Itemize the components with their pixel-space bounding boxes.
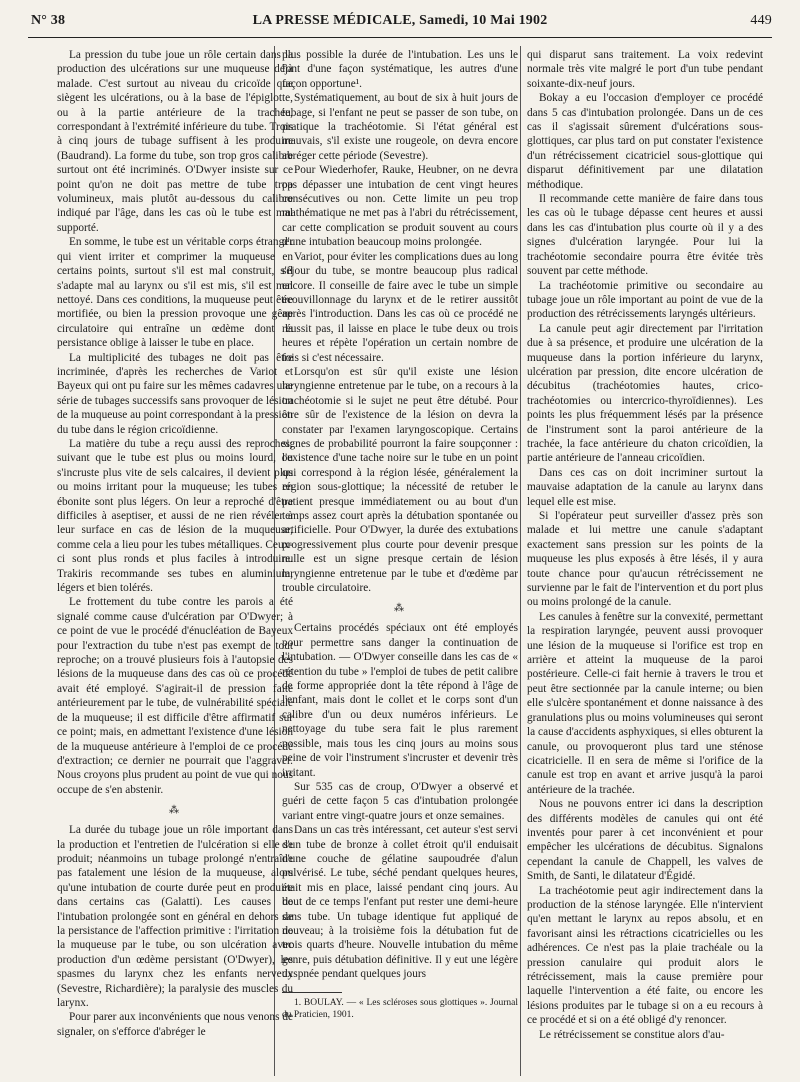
paragraph: En somme, le tube est un véritable corps étranger qui vient irriter et comprimer la muqueuse en certains points, surtout s'il est mal construit, s'il s'adapte mal au larynx ou s'il est mis, s'il est mal nettoyé. Dans ces conditions, la muqueuse peut être mortifiée, ou bien la pression provoque une gêne circulatoire qui entraîne un œdème dont la persistance oblige à laisser le tube en place. <box>57 236 293 350</box>
paragraph: Le frottement du tube contre les parois a été signalé comme cause d'ulcération par O'Dwyer; à ce point de vue le procédé d'énucléation de Bayeux pour l'extraction du tube n'est pas exempt de tout reproche; on a trouvé plusieurs fois à l'autopsie des lésions de la muqueuse dans des cas où ce procédé avait été employé. S'agirait-il de pression faite antérieurement par le tube, de vulnérabilité spéciale de la muqueuse; il est difficile d'être affirmatif sur ce point; mais, en admettant l'existence d'une lésion de la muqueuse antérieure à l'emploi de ce procédé d'extraction; ce dernier ne pourrait que l'aggraver. Nous croyons plus prudent au point de vue qui nous occupe de s'en abstenir. <box>57 596 293 796</box>
text-column-1 <box>57 48 293 1076</box>
paragraph: Dans un cas très intéressant, cet auteur s'est servi d'un tube de bronze à collet étroit qu'il enduisait d'une couche de gélatine saupoudrée d'alun pulvérisé. Le tube, séché pendant quelques heures, était mis en place, laissé pendant cinq jours. Au bout de ce temps l'enfant put rester une demi-heure sans tube. Un tubage identique fut appliqué de nouveau; à la troisième fois la détubation fut de trois quarts d'heure. Nouvelle intubation du même genre, puis détubation définitive. Il y eut une légère dyspnée pendant quelques jours <box>282 824 518 981</box>
paragraph: Pour parer aux inconvénients que nous venons de signaler, on s'efforce d'abréger le <box>57 1011 293 1038</box>
paragraph: La trachéotomie primitive ou secondaire au tubage joue un rôle important au point de vue de la production des rétrécissements laryngés ultérieurs. <box>527 279 763 321</box>
paragraph: Les canules à fenêtre sur la convexité, permettant la respiration laryngée, peuvent aussi provoquer une lésion de la muqueuse si l'orifice est trop en arrière et atteint la muqueuse de la paroi postérieure. Celle-ci fait hernie à travers le trou et peut être sectionnée par la canule interne; ou bien elle s'ulcère spontanément et donne naissance à des granulations plus ou moins volumineuses qui seront la cause d'accidents asphyxiques, si elles obturent la canule, ou provoqueront plus tard une sténose cicatricielle. Il en sera de même si l'orifice de la canule est trop en avant et arrive jusqu'à la paroi antérieure de la trachée. <box>527 610 763 796</box>
paragraph: qui disparut sans traitement. La voix redevint normale très vite malgré le port d'un tube pendant soixante-dix-neuf jours. <box>527 49 763 90</box>
paragraph: Bokay a eu l'occasion d'employer ce procédé dans 5 cas d'intubation prolongée. Dans un de ces cas il s'agissait sûrement d'ulcérations sous-glottiques, car plus tard on put constater l'existence d'un rétrécissement cicatriciel sous-glottique qui disparut définitivement par une dilatation méthodique. <box>527 92 763 191</box>
paragraph: La pression du tube joue un rôle certain dans la production des ulcérations sur une muqueuse déjà malade. C'est surtout au niveau du cricoïde que siègent les ulcérations, ou à la base de l'épiglotte, ou à la partie antérieure de la trachée, correspondant à l'extrémité inférieure du tube. Trois à cinq jours de tubage suffisent à les produire (Baudrand). La forme du tube, son trop gros calibre surtout ont été incriminés. O'Dwyer insiste sur ce point qu'on ne doit pas mettre de tube trop volumineux, mais plutôt au-dessous du calibre indiqué par l'âge, dans les cas où le tube est mal supporté. <box>57 49 293 234</box>
paragraph: Pour Wiederhofer, Rauke, Heubner, on ne devra pas dépasser une intubation de cent vingt heures consécutives ou non. Cette limite un peu trop mathématique ne met pas à l'abri du rétrécissement, car cette complication se produit souvent au cours d'une intubation beaucoup moins prolongée. <box>282 164 518 249</box>
paragraph: plus possible la durée de l'intubation. Les uns le font d'une façon systématique, les autres d'une façon opportune¹. <box>282 49 518 90</box>
text-column-3 <box>527 48 763 1076</box>
paragraph: Si l'opérateur peut surveiller d'assez près son malade et lui mettre une canule s'adaptant exactement sans pression sur les points de la muqueuse les plus exposés à être lésés, il y aura toute chance pour qu'aucun rétrécissement ne survienne par le fait de l'intervention et du port plus ou moins prolongé de la canule. <box>527 510 763 609</box>
page-header <box>28 13 772 35</box>
paragraph: Il recommande cette manière de faire dans tous les cas où le tubage dépasse cent heures et aussi dans les cas d'intubation plus courte où il y a des signes d'ulcération laryngée. Pour lui la trachéotomie secondaire pourra être évitée très souvent par cette méthode. <box>527 193 763 278</box>
section-separator: ⁂ <box>169 805 181 817</box>
footnote-rule <box>282 992 342 993</box>
paragraph: La multiplicité des tubages ne doit pas être incriminée, d'après les recherches de Variot et Bayeux qui ont pu faire sur les mêmes cadavres une série de tubages successifs sans provoquer de lésion de la muqueuse au point correspondant à la pression du tube dans le région cricoïdienne. <box>57 351 293 436</box>
header-rule <box>28 37 772 38</box>
paragraph: Variot, pour éviter les complications dues au long séjour du tube, se montre beaucoup plus radical encore. Il conseille de faire avec le tube un simple écouvillonnage du larynx et de le retirer aussitôt après l'introduction. Dans les cas où ce procédé ne réussit pas, il laisse en place le tube deux ou trois heures et répète l'opération un certain nombre de fois si c'est nécessaire. <box>282 250 518 364</box>
issue-number: N° 38 <box>31 13 66 28</box>
page-number: 449 <box>750 13 772 28</box>
paragraph: Certains procédés spéciaux ont été employés pour permettre sans danger la continuation de l'intubation. — O'Dwyer conseille dans les cas de « rétention du tube » l'emploi de tubes de petit calibre de forme appropriée dont la tête répond à l'âge de l'enfant, mais dont le collet et le corps sont d'un calibre d'un ou deux numéros inférieurs. Le nettoyage du tube sera fait le plus rarement possible, mais tous les cinq jours au moins sous peine de voir l'instrument s'incruster et devenir très irritant. <box>282 622 518 779</box>
section-separator: ⁂ <box>394 603 406 615</box>
paragraph: Lorsqu'on est sûr qu'il existe une lésion laryngienne entretenue par le tube, on a recours à la trachéotomie si le sujet ne peut être détubé. Pour être sûr de l'existence de la lésion on devra la constater par l'examen laryngoscopique. Certains signes de probabilité pourront la faire soupçonner : l'existence d'une tache noire sur le tube en un point qui correspond à la région lésée, généralement la région sous-glottique; la nécessité de retuber le patient presque immédiatement ou au bout d'un temps assez court après la détubation spontanée ou artificielle. Pour O'Dwyer, la durée des extubations progressivement plus courte pour devenir presque nulle est un signe presque certain de lésion laryngienne entretenue par le tube et d'œdème par trouble circulatoire. <box>282 365 518 595</box>
paragraph: La canule peut agir directement par l'irritation due à sa présence, et produire une ulcération de la muqueuse dans la portion inférieure du larynx, ulcération par pression, dite encore ulcération de décubitus (trachéotomies hautes, crico-trachéotomies ou intercrico-thyroïdiennes). Les points les plus fréquemment lésés par la présence de l'instrument sont la paroi antérieure de la trachée, la face antérieure du chaton cricoïdien, la partie antérieure de l'anneau cricoïdien. <box>527 322 763 465</box>
paragraph: La durée du tubage joue un rôle important dans la production et l'entretien de l'ulcération si elle se produit; néanmoins un tubage prolongé n'entraîne pas fatalement une lésion de la muqueuse, alors qu'une intubation de courte durée peut en produire dans certains cas (Galatti). Les causes de l'intubation prolongée sont en général en dehors de la persistance de l'affection primitive : l'irritation de la muqueuse par le tube, ou son ulcération avec production d'un œdème persistant (O'Dwyer), les spasmes du larynx chez les enfants nerveux (Sevestre, Richardière); la paralysie des muscles du larynx. <box>57 824 293 1009</box>
paragraph: Systématiquement, au bout de six à huit jours de tubage, si l'enfant ne peut se passer de son tube, on pratique la trachéotomie. Si l'état général est mauvais, s'il existe une rougeole, on devra encore abréger cette période (Sevestre). <box>282 92 518 162</box>
paragraph: Sur 535 cas de croup, O'Dwyer a observé et guéri de cette façon 5 cas d'intubation prolongée variant entre vingt-quatre jours et onze semaines. <box>282 780 518 822</box>
column-divider <box>520 46 521 1076</box>
text-column-2 <box>282 48 518 1076</box>
journal-title: LA PRESSE MÉDICALE, Samedi, 10 Mai 1902 <box>252 13 548 28</box>
paragraph: Le rétrécissement se constitue alors d'au- <box>539 1028 725 1041</box>
paragraph: La trachéotomie peut agir indirectement dans la production de la sténose laryngée. Elle n'intervient qu'en mettant le larynx au repos absolu, et en favorisant ainsi les rétractions cicatricielles ou les adhérences. Ce n'est pas la plaie trachéale ou la pression canulaire qui produit alors le rétrécissement, mais la cause première pour laquelle l'intervention a été faite, ou encore les lésions produites par le tubage si on a eu recours à ce procédé et si on a été obligé d'y renoncer. <box>527 884 763 1027</box>
paragraph: Dans ces cas on doit incriminer surtout la mauvaise adaptation de la canule au larynx dans lequel elle est mise. <box>527 466 763 508</box>
paragraph: Nous ne pouvons entrer ici dans la description des différents modèles de canules qui ont été inventés pour parer à cet inconvénient et pour empêcher les ulcérations de décubitus. Signalons cependant la canule de Chappell, les valves de Smith, de Santi, le dilatateur d'Égidé. <box>527 798 763 883</box>
footnote: 1. BOULAY. — « Les scléroses sous glottiques ». Journal du Praticien, 1901. <box>282 997 518 1020</box>
paragraph: La matière du tube a reçu aussi des reproches; suivant que le tube est plus ou moins lourd, ou s'incruste plus vite de sels calcaires, il devient plus ou moins irritant pour la muqueuse; les tubes en ébonite sont plus légers. On leur a reproché d'être difficiles à aseptiser, et aussi de ne rien révéler à leur surface en cas de lésion de la muqueuse, comme cela a lieu pour les tubes métalliques. Ceux-ci sont plus ronds et plus faciles à introduire. Trakiris recommande ses tubes en aluminium, légers et bien tolérés. <box>57 437 293 595</box>
